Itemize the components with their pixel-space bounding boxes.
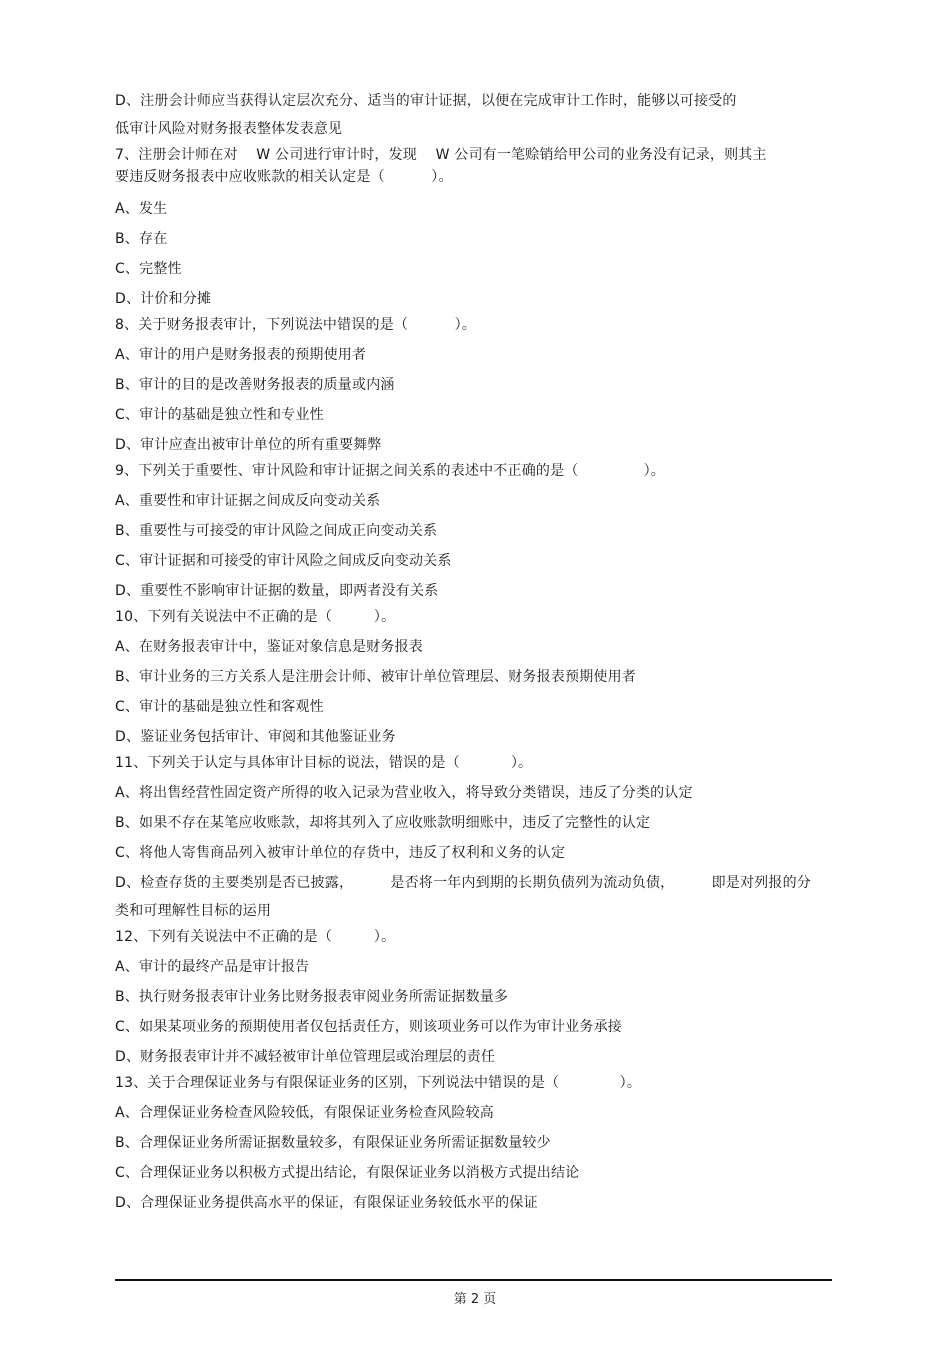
text-line: B、重要性与可接受的审计风险之间成正向变动关系	[115, 523, 438, 539]
text-line: C、如果某项业务的预期使用者仅包括责任方，则该项业务可以作为审计业务承接	[115, 1019, 622, 1035]
text-line: B、审计的目的是改善财务报表的质量或内涵	[115, 377, 395, 393]
text-line: B、执行财务报表审计业务比财务报表审阅业务所需证据数量多	[115, 989, 509, 1005]
text-line: A、在财务报表审计中，鉴证对象信息是财务报表	[115, 639, 423, 655]
text-line: 8、关于财务报表审计，下列说法中错误的是（ ）。	[115, 317, 477, 333]
text-line: D、财务报表审计并不减轻被审计单位管理层或治理层的责任	[115, 1049, 496, 1065]
text-line: C、审计的基础是独立性和专业性	[115, 407, 324, 423]
text-line: B、存在	[115, 231, 168, 247]
text-line: C、将他人寄售商品列入被审计单位的存货中，违反了权利和义务的认定	[115, 845, 566, 861]
text-line: 低审计风险对财务报表整体发表意见	[115, 121, 343, 137]
text-line: A、审计的用户是财务报表的预期使用者	[115, 347, 367, 363]
footer-divider	[115, 1279, 832, 1281]
text-line: A、重要性和审计证据之间成反向变动关系	[115, 493, 381, 509]
text-line: C、完整性	[115, 261, 182, 277]
page-number: 第 2 页	[453, 1292, 497, 1307]
text-line: D、鉴证业务包括审计、审阅和其他鉴证业务	[115, 729, 396, 745]
text-line: C、审计的基础是独立性和客观性	[115, 699, 324, 715]
text-line: A、发生	[115, 201, 168, 217]
text-line: 7、注册会计师在对 W 公司进行审计时，发现 W 公司有一笔赊销给甲公司的业务没有记录，则其主	[115, 147, 767, 163]
text-line: D、审计应查出被审计单位的所有重要舞弊	[115, 437, 382, 453]
text-line: B、审计业务的三方关系人是注册会计师、被审计单位管理层、财务报表预期使用者	[115, 669, 637, 685]
text-line: 类和可理解性目标的运用	[115, 903, 272, 919]
text-line: A、将出售经营性固定资产所得的收入记录为营业收入，将导致分类错误，违反了分类的认定	[115, 785, 693, 801]
text-line: D、重要性不影响审计证据的数量，即两者没有关系	[115, 583, 439, 599]
text-line: D、注册会计师应当获得认定层次充分、适当的审计证据，以便在完成审计工作时，能够以可接受的	[115, 93, 737, 109]
text-line: 9、下列关于重要性、审计风险和审计证据之间关系的表述中不正确的是（ ）。	[115, 463, 666, 479]
text-line: 11、下列关于认定与具体审计目标的说法，错误的是（ ）。	[115, 755, 533, 771]
text-line: D、合理保证业务提供高水平的保证，有限保证业务较低水平的保证	[115, 1195, 538, 1211]
text-line: D、检查存货的主要类别是否已披露， 是否将一年内到期的长期负债列为流动负债， 即是对列报的分	[115, 875, 811, 891]
text-line: C、审计证据和可接受的审计风险之间成反向变动关系	[115, 553, 452, 569]
text-line: 要违反财务报表中应收账款的相关认定是（ ）。	[115, 169, 453, 185]
text-line: C、合理保证业务以积极方式提出结论，有限保证业务以消极方式提出结论	[115, 1165, 580, 1181]
text-line: D、计价和分摊	[115, 291, 212, 307]
text-line: 10、下列有关说法中不正确的是（ ）。	[115, 609, 396, 625]
text-line: 13、关于合理保证业务与有限保证业务的区别，下列说法中错误的是（ ）。	[115, 1075, 642, 1091]
text-line: B、合理保证业务所需证据数量较多，有限保证业务所需证据数量较少	[115, 1135, 551, 1151]
text-line: B、如果不存在某笔应收账款，却将其列入了应收账款明细账中，违反了完整性的认定	[115, 815, 651, 831]
text-line: A、合理保证业务检查风险较低，有限保证业务检查风险较高	[115, 1105, 494, 1121]
text-line: 12、下列有关说法中不正确的是（ ）。	[115, 929, 396, 945]
text-line: A、审计的最终产品是审计报告	[115, 959, 310, 975]
